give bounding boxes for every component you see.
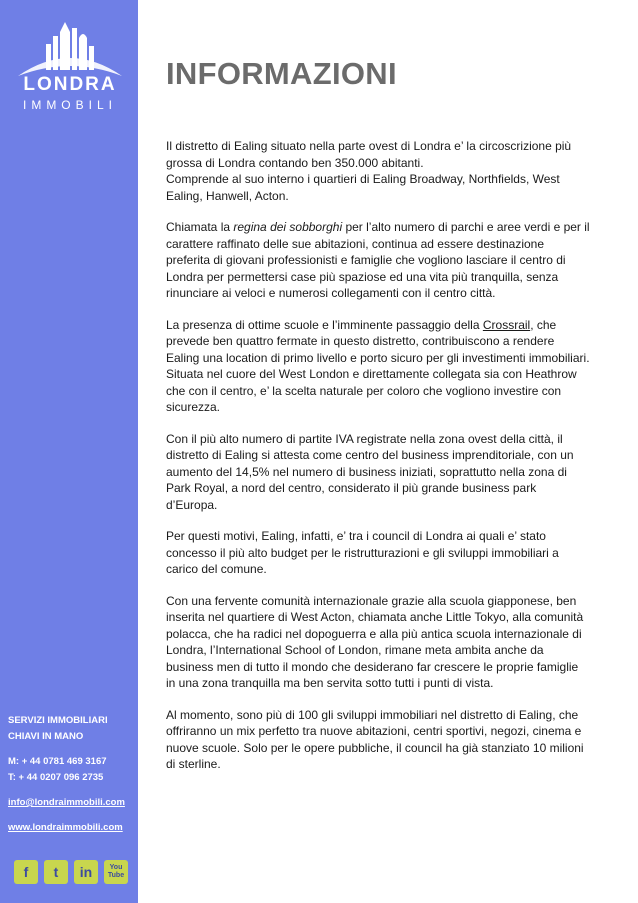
crossrail-link[interactable]: Crossrail: [482, 317, 531, 332]
paragraph-2: [166, 219, 590, 302]
logo-name: LONDRA: [23, 74, 117, 95]
paragraph-2-text-2: per l’alto numero di parchi e aree verdi e per il carattere raffinato delle sue abitazioni, continua ad essere destinazione preferita di giovani professionisti e famiglie che vogliono lasciare il centro di Londra per permettersi case più spaziose ed una vita più tranquilla, senza rinunciare ai veloci e numerosi collegamenti con il centro città.: [166, 220, 590, 300]
youtube-icon[interactable]: [104, 860, 128, 884]
paragraph-2-italic: regina dei sobborghi: [233, 220, 343, 234]
paragraph-3-text-1: La presenza di ottime scuole e l’imminente passaggio della: [166, 317, 483, 332]
paragraph-1-line-1: Il distretto di Ealing situato nella parte ovest di Londra e’ la circoscrizione più grossa di Londra contando ben 350.000 abitanti.: [166, 139, 572, 170]
skyline-icon: [10, 18, 130, 78]
paragraph-6: Con una fervente comunità internazionale grazie alla scuola giapponese, ben inserita nel quartiere di West Acton, chiamata anche Little Tokyo, alla comunità polacca, che ha radici nel dopoguerra e alla più antica scuola internazionale di Londra, l’International School of London, rimane meta ambita anche da business men di tutto il mondo che desiderano far crescere le proprie famiglie in una zona tranquilla ma ben servita sotto tutti i punti di vista.: [166, 593, 584, 690]
main-content: [166, 138, 590, 788]
mobile-number: M: + 44 0781 469 3167: [8, 756, 107, 767]
paragraph-5: Per questi motivi, Ealing, infatti, e’ tra i council di Londra ai quali e’ stato concesso il più alto budget per le ristrutturazioni e gli sviluppi immobiliari a carico del comune.: [166, 529, 559, 576]
social-links: [14, 860, 128, 884]
paragraph-3-text-2: , che prevede ben quattro fermate in questo distretto, contribuiscono a rendere Ealing una location di primo livello e porto sicuro per gli investimenti immobiliari. Situata nel cuore del West London e direttamente collegata sia con Heathrow che con il centro, e’ la scelta naturale per coloro che vogliono investire con sicurezza.: [166, 317, 590, 414]
logo-subtitle: IMMOBILI: [22, 98, 117, 112]
paragraph-1-line-2: Comprende al suo interno i quartieri di Ealing Broadway, Northfields, West Ealing, Hanwell, Acton.: [166, 172, 560, 203]
paragraph-3: [166, 317, 590, 416]
turnkey-label: CHIAVI IN MANO: [8, 731, 84, 742]
facebook-icon[interactable]: f: [14, 860, 38, 884]
phone-number: T: + 44 0207 096 2735: [8, 772, 104, 783]
paragraph-1: [166, 138, 590, 204]
paragraph-4: Con il più alto numero di partite IVA registrate nella zona ovest della città, il distretto di Ealing si attesta come centro del business imprenditoriale, con un aumento del 14,5% nel numero di business iniziati, soprattutto nella zona di Park Royal, a nord del centro, considerato il più grande business park d’Europa.: [166, 431, 574, 512]
paragraph-2-text-1: Chiamata la: [166, 220, 234, 234]
sidebar: [0, 0, 138, 903]
youtube-icon-top: You: [109, 864, 123, 871]
contact-block: [8, 713, 125, 836]
linkedin-icon[interactable]: in: [74, 860, 98, 884]
website-link[interactable]: www.londraimmobili.com: [8, 822, 123, 833]
page-title: INFORMAZIONI: [166, 56, 397, 91]
youtube-icon-bottom: Tube: [107, 872, 125, 879]
services-label: SERVIZI IMMOBILIARI: [8, 715, 108, 726]
email-link[interactable]: info@londraimmobili.com: [8, 797, 125, 808]
logo: [10, 18, 130, 118]
twitter-icon[interactable]: t: [44, 860, 68, 884]
paragraph-7: Al momento, sono più di 100 gli sviluppi immobiliari nel distretto di Ealing, che offriranno un mix perfetto tra nuove abitazioni, centri sportivi, negozi, cinema e nuove scuole. Solo per le opere pubbliche, il council ha già stanziato 10 milioni di sterline.: [166, 707, 584, 771]
